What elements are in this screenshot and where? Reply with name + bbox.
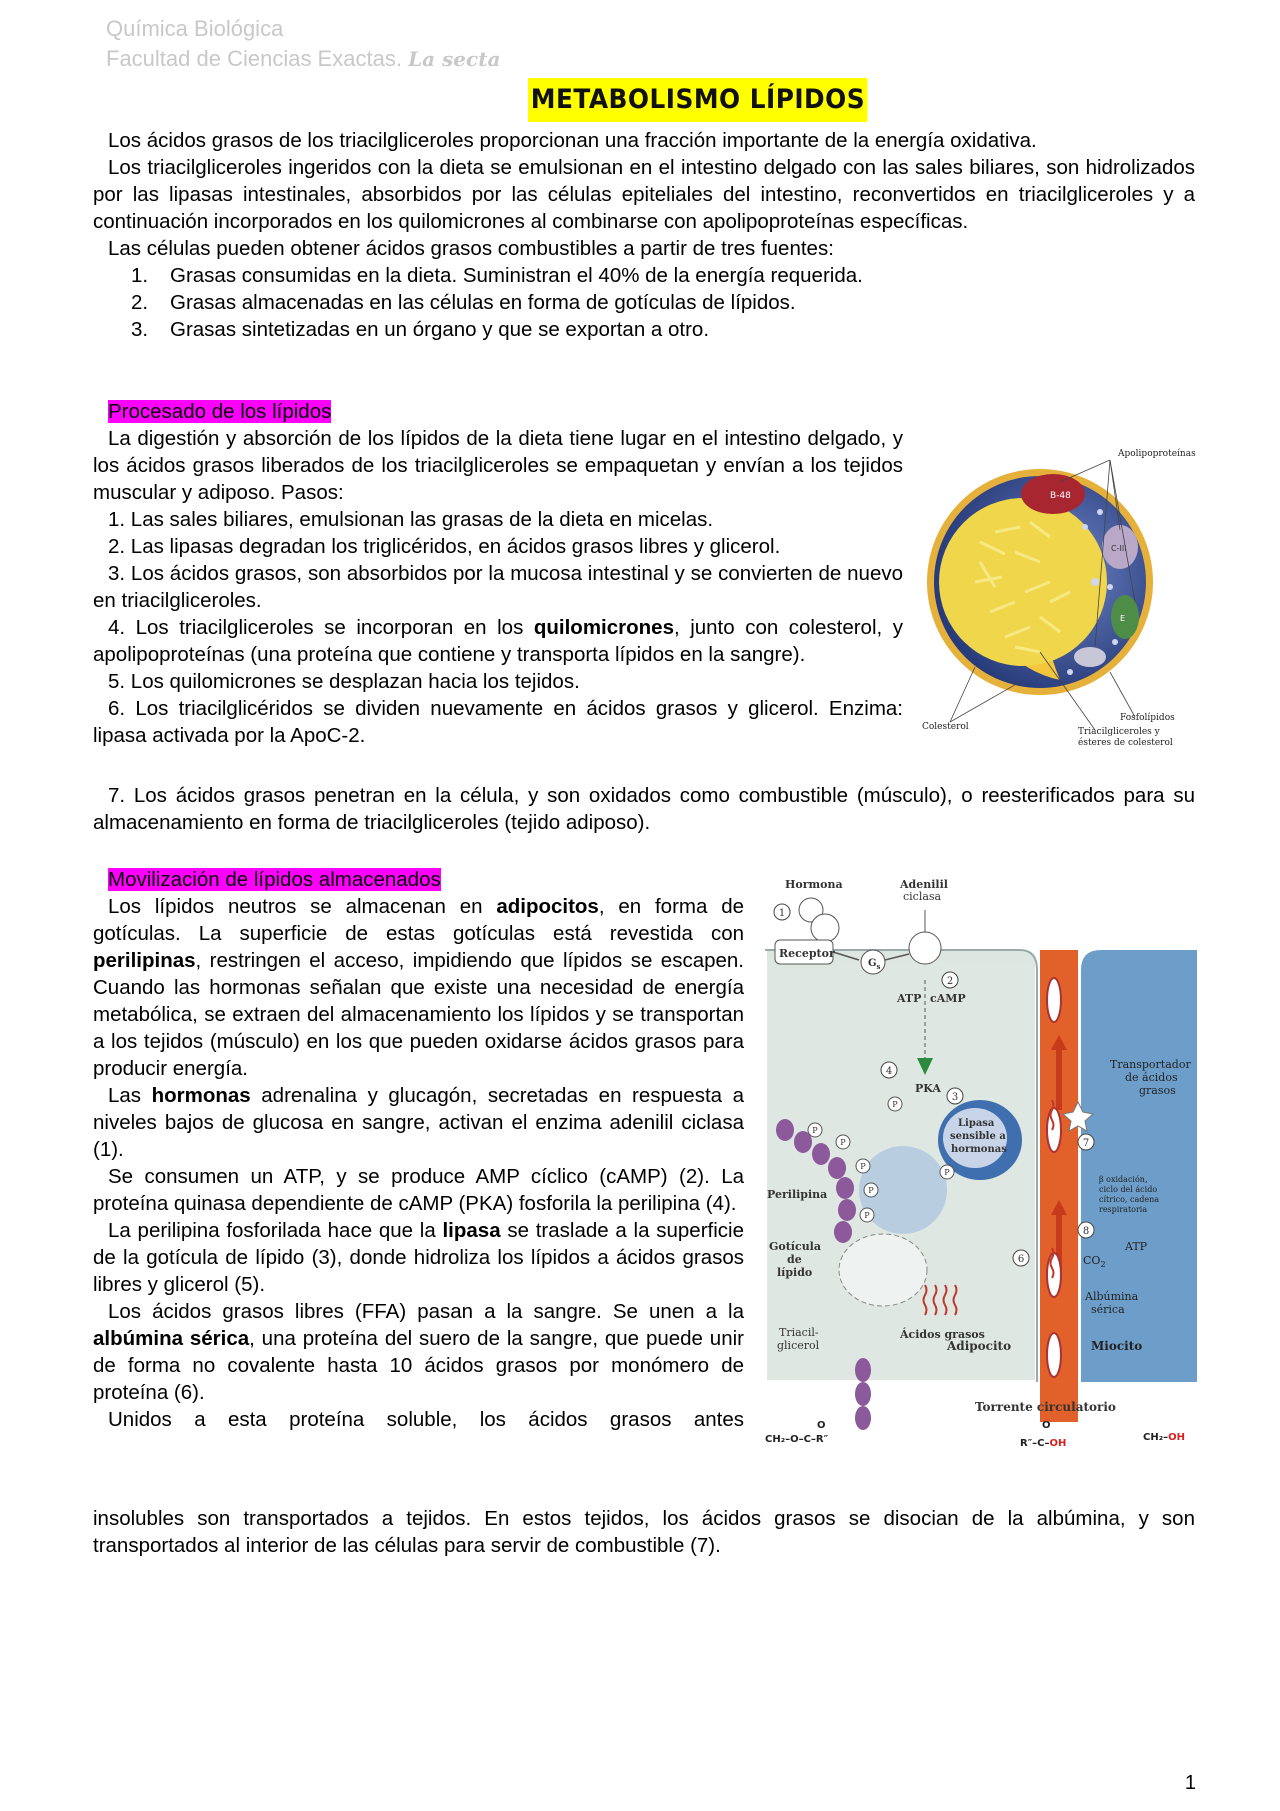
list-item: 3. Grasas sintetizadas en un órgano y que se exportan a otro. [131, 318, 710, 341]
step-5: 5. Los quilomicrones se desplazan hacia los tejidos. [108, 670, 580, 693]
section1-text [93, 425, 903, 749]
chylomicron-figure [920, 442, 1196, 752]
transportador-label-2: de ácidos [1125, 1071, 1178, 1084]
step-num-6: 6 [1017, 1254, 1025, 1265]
list-item: 1. Grasas consumidas en la dieta. Suministran el 40% de la energía requerida. [131, 264, 863, 287]
chem-alcohol: CH₂–OH [1143, 1432, 1185, 1443]
acidos-grasos-label: Ácidos grasos [900, 1328, 985, 1341]
section2-p1: Los lípidos neutros se almacenan en adipocitos, en forma de gotículas. La superficie de estas gotículas está revestida con perilipinas, restringen el acceso, impidiendo que lípidos se escapen. Cuando las hormonas señalan que existe una necesidad de energía metabólica, se extraen del almacenamiento los lípidos y se transportan a los tejidos (músculo) en los que pueden oxidarse ácidos grasos para producir energía. [93, 895, 744, 1080]
chem-acid: R″–C–OH [1020, 1438, 1067, 1449]
sources-list [93, 262, 1195, 343]
gs-label: $G_s$ [868, 958, 881, 971]
step-2: 2. Las lipasas degradan los triglicéridos, en ácidos grasos libres y glicerol. [108, 535, 781, 558]
transportador-label-1: Transportador [1110, 1058, 1191, 1071]
intro-p3: Las células pueden obtener ácidos grasos combustibles a partir de tres fuentes: [108, 237, 834, 260]
b48-label: B-48 [1050, 491, 1071, 501]
step-num-8: 8 [1082, 1226, 1090, 1237]
triacil-label-2: ésteres de colesterol [1078, 738, 1173, 748]
step-7-block [93, 782, 1195, 836]
triacil-label-1: Triacilgliceroles y [1078, 727, 1160, 737]
phospho-3: P [860, 1162, 866, 1171]
step-num-4: 4 [885, 1066, 893, 1077]
triacil-label-b: glicerol [777, 1339, 820, 1352]
atp-label: ATP [897, 992, 922, 1005]
beta-label-3: cítrico, cadena [1099, 1195, 1160, 1204]
phospho-2: P [840, 1138, 846, 1147]
fosfolipidos-label: Fosfolípidos [1120, 713, 1175, 723]
goticula-label-2: de [787, 1253, 802, 1266]
phospho-1: P [812, 1126, 818, 1135]
albumina-label-2: sérica [1091, 1303, 1125, 1316]
colesterol-label: Colesterol [922, 722, 969, 732]
goticula-label-3: lípido [777, 1266, 813, 1279]
e-label: E [1120, 614, 1126, 623]
hormona-label: Hormona [785, 878, 843, 891]
section2-p6b: insolubles son transportados a tejidos. En estos tejidos, los ácidos grasos se disocian de la albúmina, y son transportados al interior de las células para servir de combustible (7). [93, 1507, 1195, 1557]
chem-o-2: O [1042, 1420, 1051, 1431]
page-number: 1 [1184, 1772, 1196, 1794]
torrente-label: Torrente circulatorio [975, 1400, 1116, 1414]
apolipoproteinas-label: Apolipoproteínas [1118, 449, 1196, 459]
header-faculty [106, 44, 500, 74]
section-heading-procesado: Procesado de los lípidos [108, 400, 332, 423]
section2-p3: Se consumen un ATP, y se produce AMP cíclico (cAMP) (2). La proteína quinasa dependiente de cAMP (PKA) fosforila la perilipina (4). [93, 1165, 744, 1215]
lipasa-label-2: sensible a [950, 1131, 1006, 1142]
section-heading-movilizacion: Movilización de lípidos almacenados [108, 868, 441, 891]
transportador-label-3: grasos [1139, 1084, 1176, 1097]
intro-p1: Los ácidos grasos de los triacilgliceroles proporcionan una fracción importante de la energía oxidativa. [108, 129, 1037, 152]
phospho-6: P [892, 1100, 898, 1109]
phospho-5: P [864, 1211, 870, 1220]
section2-p2: Las hormonas adrenalina y glucagón, secretadas en respuesta a niveles bajos de glucosa en sangre, activan el enzima adenilil ciclasa (1). [93, 1084, 744, 1161]
receptor-label: Receptor [779, 947, 835, 960]
adenilil-label-1: Adenilil [900, 878, 948, 891]
beta-label-1: β oxidación, [1099, 1175, 1148, 1184]
section2-p6a: Unidos a esta proteína soluble, los ácidos grasos antes [108, 1408, 744, 1431]
list-item: 2. Grasas almacenadas en las células en forma de gotículas de lípidos. [131, 291, 796, 314]
beta-label-4: respiratoria [1099, 1205, 1148, 1214]
lipasa-label-3: hormonas [951, 1144, 1007, 1155]
lipasa-label-1: Lipasa [958, 1118, 995, 1129]
step-6: 6. Los triacilglicéridos se dividen nuevamente en ácidos grasos y glicerol. Enzima: lipasa activada por la ApoC-2. [93, 697, 903, 747]
section2-p4: La perilipina fosforilada hace que la lipasa se traslade a la superficie de la gotícula de lípido (3), donde hidroliza los lípidos a ácidos grasos libres y glicerol (5). [93, 1219, 744, 1296]
perilipina-label: Perilipina [767, 1188, 828, 1201]
step-num-1: 1 [778, 908, 786, 919]
step-num-2: 2 [946, 976, 954, 987]
adenilil-label-2: ciclasa [903, 890, 942, 903]
step-4: 4. Los triacilgliceroles se incorporan en los quilomicrones, junto con colesterol, y apolipoproteínas (una proteína que contiene y transporta lípidos en la sangre). [93, 616, 903, 666]
intro-block [93, 127, 1195, 343]
section2-p6b-block [93, 1505, 1195, 1559]
header-subject: Química Biológica [106, 16, 284, 41]
phospho-7: P [944, 1168, 950, 1177]
step-3: 3. Los ácidos grasos, son absorbidos por la mucosa intestinal y se convierten de nuevo en triacilgliceroles. [93, 562, 903, 612]
step-7: 7. Los ácidos grasos penetran en la célula, y son oxidados como combustible (músculo), o reesterificados para su almacenamiento en forma de triacilgliceroles (tejido adiposo). [93, 784, 1195, 834]
ciii-label: C-III [1111, 544, 1127, 553]
beta-label-2: ciclo del ácido [1099, 1185, 1158, 1194]
intro-p2: Los triacilgliceroles ingeridos con la dieta se emulsionan en el intestino delgado con las sales biliares, son hidrolizados por las lipasas intestinales, absorbidos por las células epiteliales del intestino, reconvertidos en triacilgliceroles y a continuación incorporados en los quilomicrones al combinarse con apolipoproteínas específicas. [93, 156, 1195, 233]
chem-ester: CH₂–O–C–R″ [765, 1434, 829, 1445]
section2-text [93, 893, 744, 1433]
header-faculty-text: Facultad de Ciencias Exactas. [106, 46, 402, 71]
co2-label: $CO_2$ [1083, 1254, 1106, 1269]
page-title: METABOLISMO LÍPIDOS [528, 78, 868, 122]
camp-label: cAMP [930, 992, 966, 1005]
lipid-mobilization-figure [765, 870, 1197, 1452]
step-num-7: 7 [1082, 1138, 1090, 1149]
section1-intro: La digestión y absorción de los lípidos de la dieta tiene lugar en el intestino delgado, y los ácidos grasos liberados de los triacilgliceroles se empaquetan y envían a los tejidos muscular y adiposo. Pasos: [93, 427, 903, 504]
step-num-3: 3 [951, 1092, 959, 1103]
pka-label: PKA [915, 1082, 941, 1095]
goticula-label-1: Gotícula [769, 1240, 821, 1253]
miocito-label: Miocito [1091, 1339, 1143, 1353]
brand-logo: La secta [408, 47, 501, 71]
adipocito-label: Adipocito [947, 1339, 1012, 1353]
triacil-label-a: Triacil- [779, 1326, 819, 1339]
phospho-4: P [868, 1186, 874, 1195]
atp-myocyte-label: ATP [1125, 1240, 1148, 1253]
section2-p5: Los ácidos grasos libres (FFA) pasan a la sangre. Se unen a la albúmina sérica, una proteína del suero de la sangre, que puede unir de forma no covalente hasta 10 ácidos grasos por monómero de proteína (6). [93, 1300, 744, 1404]
chem-o-1: O [817, 1420, 826, 1431]
step-1: 1. Las sales biliares, emulsionan las grasas de la dieta en micelas. [108, 508, 714, 531]
albumina-label-1: Albúmina [1085, 1290, 1139, 1303]
